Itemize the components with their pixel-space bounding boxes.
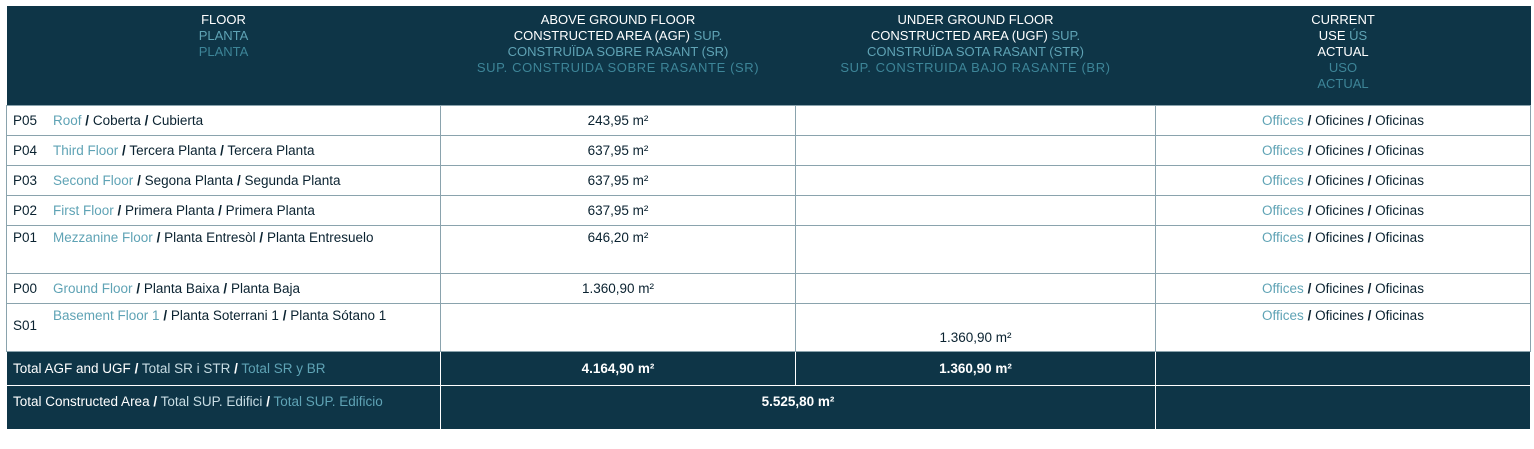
ugf-value	[796, 105, 1156, 135]
floor-cell	[7, 105, 441, 135]
ugf-value	[796, 195, 1156, 225]
use-en: Offices	[1262, 202, 1304, 218]
agf-value: 1.360,90 m²	[441, 273, 796, 303]
table-row	[7, 303, 1531, 351]
header-ugf-l2b: SUP.	[1051, 28, 1081, 43]
floor-name-ca: Primera Planta	[125, 202, 215, 218]
use-en: Offices	[1262, 172, 1304, 188]
separator: /	[218, 202, 222, 218]
separator: /	[220, 142, 224, 158]
separator: /	[223, 280, 228, 296]
floor-name-es: Cubierta	[152, 112, 204, 128]
use-ca: Oficines	[1315, 112, 1364, 128]
agf-value	[441, 303, 796, 351]
totals-empty	[1156, 351, 1531, 385]
floor-names	[53, 113, 203, 128]
table-row	[7, 225, 1531, 273]
grand-total-label-es: Total SUP. Edificio	[273, 393, 383, 409]
separator: /	[259, 229, 264, 245]
totals-label-en: Total AGF and UGF	[13, 360, 131, 376]
ugf-value	[796, 273, 1156, 303]
separator: /	[234, 360, 238, 376]
agf-value: 637,95 m²	[441, 135, 796, 165]
floor-names	[53, 281, 300, 296]
use-ca: Oficines	[1315, 307, 1364, 323]
header-use-l2a: USE	[1318, 28, 1346, 43]
separator: /	[282, 307, 287, 323]
floor-name-es: Planta Entresuelo	[266, 229, 374, 245]
floor-name-ca: Segona Planta	[144, 172, 234, 188]
separator: /	[1307, 142, 1312, 158]
separator: /	[1307, 112, 1312, 128]
header-use-l1: CURRENT	[1311, 12, 1375, 27]
agf-value: 637,95 m²	[441, 195, 796, 225]
header-floor-es: PLANTA	[198, 44, 249, 59]
separator: /	[122, 142, 126, 158]
ugf-value: 1.360,90 m²	[796, 303, 1156, 351]
separator: /	[136, 280, 141, 296]
floor-name-en: Ground Floor	[53, 280, 133, 296]
floor-names	[53, 173, 341, 188]
totals-label-es: Total SR y BR	[241, 360, 326, 376]
header-agf-l2a: CONSTRUCTED AREA (AGF)	[513, 28, 690, 43]
floor-name-ca: Tercera Planta	[129, 142, 217, 158]
use-cell	[1156, 303, 1531, 351]
floor-names	[53, 203, 315, 218]
floor-name-en: Mezzanine Floor	[53, 229, 153, 245]
use-cell	[1156, 165, 1531, 195]
header-use-l4: USO	[1328, 60, 1358, 75]
separator: /	[1307, 172, 1312, 188]
separator: /	[1307, 280, 1312, 296]
use-es: Oficinas	[1375, 307, 1424, 323]
use-es: Oficinas	[1375, 280, 1424, 296]
grand-total-row	[7, 385, 1531, 429]
totals-row	[7, 351, 1531, 385]
use-cell	[1156, 105, 1531, 135]
use-ca: Oficines	[1315, 142, 1364, 158]
floor-code: S01	[13, 317, 38, 333]
floor-code: P01	[13, 229, 38, 245]
use-es: Oficinas	[1375, 202, 1424, 218]
ugf-value	[796, 225, 1156, 273]
use-cell	[1156, 225, 1531, 273]
floor-code: P04	[13, 142, 38, 158]
use-en: Offices	[1262, 142, 1304, 158]
floor-cell	[7, 225, 441, 273]
table-row	[7, 165, 1531, 195]
floor-name-ca: Coberta	[92, 112, 141, 128]
header-floor-en: FLOOR	[201, 12, 246, 27]
floor-name-es: Segunda Planta	[244, 172, 341, 188]
separator: /	[1307, 307, 1312, 323]
separator: /	[85, 112, 90, 128]
use-cell	[1156, 273, 1531, 303]
floor-names	[53, 308, 386, 323]
header-floor	[7, 6, 441, 105]
header-agf-l2b: SUP.	[693, 28, 723, 43]
floor-code: P00	[13, 280, 38, 296]
separator: /	[1367, 172, 1372, 188]
separator: /	[144, 112, 149, 128]
use-en: Offices	[1262, 280, 1304, 296]
totals-agf: 4.164,90 m²	[441, 351, 796, 385]
header-agf	[441, 6, 796, 105]
use-en: Offices	[1262, 307, 1304, 323]
floor-cell	[7, 273, 441, 303]
separator: /	[1307, 229, 1312, 245]
agf-value: 243,95 m²	[441, 105, 796, 135]
use-cell	[1156, 195, 1531, 225]
floor-cell	[7, 165, 441, 195]
floor-area-table	[6, 6, 1531, 430]
header-ugf-es: SUP. CONSTRUIDA BAJO RASANTE (BR)	[840, 60, 1111, 75]
ugf-value	[796, 135, 1156, 165]
table-row	[7, 195, 1531, 225]
floor-name-es: Tercera Planta	[227, 142, 315, 158]
agf-value: 646,20 m²	[441, 225, 796, 273]
separator: /	[1367, 229, 1372, 245]
use-es: Oficinas	[1375, 172, 1424, 188]
grand-total-empty	[1156, 385, 1531, 429]
floor-name-en: Third Floor	[53, 142, 119, 158]
header-floor-ca: PLANTA	[198, 28, 249, 43]
floor-name-ca: Planta Soterrani 1	[170, 307, 279, 323]
separator: /	[236, 172, 241, 188]
header-ugf-l2a: CONSTRUCTED AREA (UGF)	[870, 28, 1048, 43]
header-ugf-l1: UNDER GROUND FLOOR	[897, 12, 1054, 27]
floor-cell	[7, 303, 441, 351]
use-ca: Oficines	[1315, 280, 1364, 296]
floor-name-en: First Floor	[53, 202, 114, 218]
separator: /	[1367, 280, 1372, 296]
use-ca: Oficines	[1315, 229, 1364, 245]
use-cell	[1156, 135, 1531, 165]
separator: /	[1367, 142, 1372, 158]
floor-code: P03	[13, 172, 38, 188]
grand-total-value: 5.525,80 m²	[441, 385, 1156, 429]
use-es: Oficinas	[1375, 112, 1424, 128]
grand-total-label-ca: Total SUP. Edifici	[160, 393, 263, 409]
header-use-l2b: ÚS	[1349, 28, 1368, 43]
header-agf-ca: CONSTRUÏDA SOBRE RASANT (SR)	[507, 44, 729, 59]
floor-name-ca: Planta Baixa	[143, 280, 220, 296]
floor-cell	[7, 195, 441, 225]
header-agf-l1: ABOVE GROUND FLOOR	[540, 12, 696, 27]
separator: /	[156, 229, 161, 245]
table-row	[7, 135, 1531, 165]
floor-name-en: Basement Floor 1	[53, 307, 160, 323]
floor-name-es: Primera Planta	[225, 202, 315, 218]
floor-name-en: Roof	[53, 112, 82, 128]
floor-cell	[7, 135, 441, 165]
floor-name-es: Planta Baja	[230, 280, 301, 296]
table-header-row	[7, 6, 1531, 105]
use-es: Oficinas	[1375, 142, 1424, 158]
separator: /	[1367, 112, 1372, 128]
totals-label	[7, 351, 441, 385]
separator: /	[1307, 202, 1312, 218]
grand-total-label	[7, 385, 441, 429]
separator: /	[266, 393, 270, 409]
floor-code: P05	[13, 112, 38, 128]
header-use-l3: ACTUAL	[1317, 44, 1369, 59]
separator: /	[1367, 307, 1372, 323]
agf-value: 637,95 m²	[441, 165, 796, 195]
header-use	[1156, 6, 1531, 105]
ugf-value	[796, 165, 1156, 195]
floor-name-es: Planta Sótano 1	[290, 307, 387, 323]
grand-total-label-en: Total Constructed Area	[13, 393, 150, 409]
separator: /	[117, 202, 122, 218]
use-ca: Oficines	[1315, 202, 1364, 218]
separator: /	[153, 393, 158, 409]
use-es: Oficinas	[1375, 229, 1424, 245]
table-row	[7, 105, 1531, 135]
floor-names	[53, 230, 374, 245]
use-ca: Oficines	[1315, 172, 1364, 188]
header-ugf-ca: CONSTRUÏDA SOTA RASANT (STR)	[867, 44, 1084, 59]
floor-name-ca: Planta Entresòl	[164, 229, 256, 245]
table-row	[7, 273, 1531, 303]
header-agf-es: SUP. CONSTRUIDA SOBRE RASANTE (SR)	[476, 60, 760, 75]
separator: /	[163, 307, 168, 323]
floor-area-table-wrapper	[6, 6, 1530, 430]
floor-code: P02	[13, 202, 38, 218]
totals-ugf: 1.360,90 m²	[796, 351, 1156, 385]
separator: /	[1367, 202, 1372, 218]
header-use-l5: ACTUAL	[1317, 76, 1369, 91]
use-en: Offices	[1262, 112, 1304, 128]
totals-label-ca: Total SR i STR	[141, 360, 231, 376]
separator: /	[137, 172, 141, 188]
separator: /	[134, 360, 139, 376]
use-en: Offices	[1262, 229, 1304, 245]
floor-name-en: Second Floor	[53, 172, 134, 188]
header-ugf	[796, 6, 1156, 105]
floor-names	[53, 143, 314, 158]
